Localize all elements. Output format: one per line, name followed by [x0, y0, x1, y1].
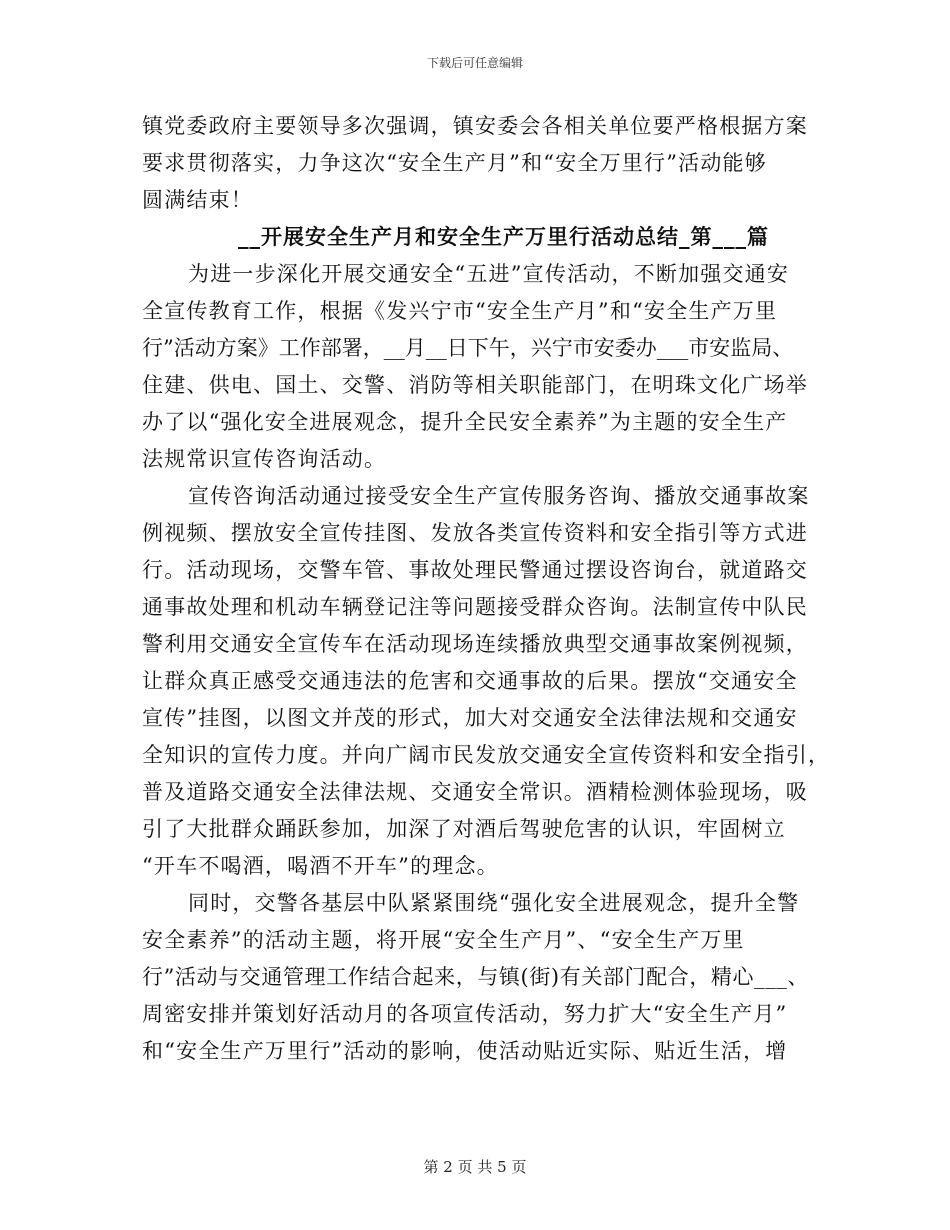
- page-number: 第 2 页 共 5 页: [423, 1158, 527, 1176]
- paragraph-line: 为进一步深化开展交通安全“五进”宣传活动，不断加强交通安: [188, 262, 790, 286]
- paragraph-line: 行。活动现场，交警车管、事故处理民警通过摆设咨询台，就道路交: [142, 558, 808, 582]
- paragraph-line: 全知识的宣传力度。并向广阔市民发放交通安全宣传资料和安全指引，: [142, 743, 831, 767]
- paragraph-line: 周密安排并策划好活动月的各项宣传活动，努力扩大“安全生产月”: [142, 1002, 788, 1026]
- paragraph-line: 警利用交通安全宣传车在活动现场连续播放典型交通事故案例视频，: [142, 632, 808, 656]
- paragraph-line: “开车不喝酒，喝酒不开车”的理念。: [142, 854, 499, 878]
- paragraph-line: 办了以“强化安全进展观念，提升全民安全素养”为主题的安全生产: [142, 410, 788, 434]
- paragraph-line: 普及道路交通安全法律法规、交通安全常识。酒精检测体验现场，吸: [142, 780, 808, 804]
- paragraph-line: 通事故处理和机动车辆登记注等问题接受群众咨询。法制宣传中队民: [142, 595, 808, 619]
- paragraph-line: 法规常识宣传咨询活动。: [142, 447, 387, 471]
- paragraph-line: 安全素养”的活动主题，将开展“安全生产月”、“安全生产万里: [142, 928, 745, 952]
- paragraph-line: 行”活动与交通管理工作结合起来，与镇(街)有关部门配合，精心___、: [142, 965, 810, 989]
- paragraph-line: 让群众真正感受交通违法的危害和交通事故的后果。摆放“交通安全: [142, 669, 798, 693]
- paragraph-line: 行”活动方案》工作部署，__月__日下午，兴宁市安委办___市安监局、: [142, 336, 794, 360]
- paragraph-line: 引了大批群众踊跃参加，加深了对酒后驾驶危害的认识，牢固树立: [142, 817, 786, 841]
- section-title: __开展安全生产月和安全生产万里行活动总结_第___篇: [238, 224, 769, 249]
- paragraph-line: 宣传”挂图，以图文并茂的形式，加大对交通安全法律法规和交通安: [142, 706, 798, 730]
- paragraph-line: 住建、供电、国土、交警、消防等相关职能部门，在明珠文化广场举: [142, 373, 808, 397]
- paragraph-line: 全宣传教育工作，根据《发兴宁市“安全生产月”和“安全生产万里: [142, 299, 778, 323]
- page-header-note: 下载后可任意编辑: [426, 56, 523, 70]
- paragraph-line: 圆满结束！: [142, 188, 253, 212]
- paragraph-line: 要求贯彻落实，力争这次“安全生产月”和“安全万里行”活动能够: [142, 151, 767, 175]
- paragraph-line: 同时，交警各基层中队紧紧围绕“强化安全进展观念，提升全警: [188, 891, 800, 915]
- paragraph-line: 宣传咨询活动通过接受安全生产宣传服务咨询、播放交通事故案: [188, 484, 810, 508]
- paragraph-line: 例视频、摆放安全宣传挂图、发放各类宣传资料和安全指引等方式进: [142, 521, 808, 545]
- paragraph-line: 镇党委政府主要领导多次强调，镇安委会各相关单位要严格根据方案: [142, 114, 808, 138]
- paragraph-line: 和“安全生产万里行”活动的影响，使活动贴近实际、贴近生活，增: [142, 1039, 788, 1063]
